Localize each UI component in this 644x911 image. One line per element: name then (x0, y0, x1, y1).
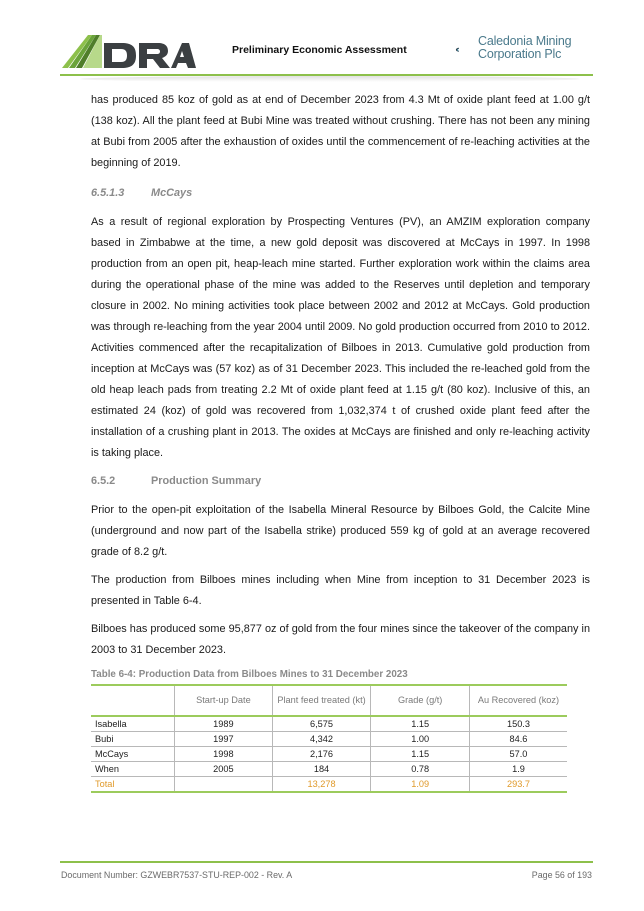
header-shadow (80, 76, 580, 82)
table-row (91, 716, 567, 732)
page-content (91, 90, 590, 793)
section-title: McCays (151, 187, 193, 199)
mine-name: Bubi (91, 732, 175, 747)
grade: 1.15 (371, 747, 470, 762)
paragraph-summary-2: The production from Bilboes mines including when Mine from inception to 31 December 2023 is presented in Table 6-4. (91, 574, 590, 607)
column-header: Start-up Date (175, 685, 273, 716)
table-row (91, 762, 567, 777)
table-total-row (91, 777, 567, 793)
total-plant-feed: 13,278 (272, 777, 371, 793)
document-number: Document Number: GZWEBR7537-STU-REP-002 - Rev. A (61, 870, 293, 880)
table-header-row (91, 685, 567, 716)
document-title: Preliminary Economic Assessment (232, 44, 407, 56)
grade: 1.15 (371, 716, 470, 732)
grade: 0.78 (371, 762, 470, 777)
au-recovered: 150.3 (469, 716, 567, 732)
au-recovered: 57.0 (469, 747, 567, 762)
plant-feed: 184 (272, 762, 371, 777)
section-number: 6.5.2 (91, 475, 116, 487)
footer-divider (60, 861, 593, 863)
mine-name: Isabella (91, 716, 175, 732)
mine-name: When (91, 762, 175, 777)
column-header (91, 685, 175, 716)
dra-logo-icon (62, 35, 196, 69)
startup-date: 2005 (175, 762, 273, 777)
plant-feed: 6,575 (272, 716, 371, 732)
mine-name: McCays (91, 747, 175, 762)
total-startup-date (175, 777, 273, 793)
plant-feed: 2,176 (272, 747, 371, 762)
startup-date: 1998 (175, 747, 273, 762)
page-number: Page 56 of 193 (531, 870, 592, 880)
column-header: Grade (g/t) (371, 685, 470, 716)
grade: 1.00 (371, 732, 470, 747)
column-header: Plant feed treated (kt) (272, 685, 371, 716)
paragraph-bubi: has produced 85 koz of gold as at end of December 2023 from 4.3 Mt of oxide plant feed at 1.00 g/t (138 koz). All the plant feed at Bubi Mine was treated without crushing. There has not been any mining at Bubi from 2005 after the exhaustion of oxides until the commencement of re-leaching activities at the beginning of 2019. (91, 94, 590, 169)
table-caption: Table 6-4: Production Data from Bilboes Mines to 31 December 2023 (91, 669, 408, 680)
total-au-recovered: 293.7 (469, 777, 567, 793)
total-grade: 1.09 (371, 777, 470, 793)
startup-date: 1989 (175, 716, 273, 732)
paragraph-summary-3: Bilboes has produced some 95,877 oz of gold from the four mines since the takeover of the company in 2003 to 31 December 2023. (91, 623, 590, 656)
section-heading-production-summary (91, 475, 590, 493)
column-header: Au Recovered (koz) (469, 685, 567, 716)
total-label: Total (91, 777, 175, 793)
page-header (0, 0, 644, 90)
production-table (91, 684, 567, 793)
startup-date: 1997 (175, 732, 273, 747)
caledonia-logo-icon (455, 35, 477, 65)
caledonia-logo-line1: Caledonia Mining (478, 34, 572, 48)
caledonia-logo-line2: Corporation Plc (478, 47, 562, 61)
section-heading-mccays (91, 187, 590, 205)
section-number: 6.5.1.3 (91, 187, 125, 199)
paragraph-mccays: As a result of regional exploration by Prospecting Ventures (PV), an AMZIM exploration company based in Zimbabwe at the time, a new gold deposit was discovered at McCays in 1997. In 1998 production from an open pit, heap-leach mine started. Further exploration work within the claims area during the operational phase of the mine was added to the Reserves until depletion and temporary closure in 2002. No mining activities took place between 2002 and 2012 at McCays. Gold production was through re-leaching from the year 2004 until 2009. No gold production occurred from 2010 to 2012. Activities commenced after the recapitalization of Bilboes in 2013. Cumulative gold production from inception at McCays was (57 koz) as of 31 December 2023. This included the re-leached gold from the old heap leach pads from treating 2.2 Mt of oxide plant feed at 1.15 g/t (80 koz). Inclusive of this, an estimated 24 (koz) of gold was recovered from 1,032,374 t of crushed oxide plant feed after the installation of a crushing plant in 2013. The oxides at McCays are finished and only re-leaching activity is taking place. (91, 216, 590, 459)
plant-feed: 4,342 (272, 732, 371, 747)
paragraph-summary-1: Prior to the open-pit exploitation of the Isabella Mineral Resource by Bilboes Gold, the Calcite Mine (underground and now part of the Isabella strike) produced 559 kg of gold at an average recovered grade of 8.2 g/t. (91, 504, 590, 558)
section-title: Production Summary (151, 475, 262, 487)
au-recovered: 84.6 (469, 732, 567, 747)
table-row (91, 747, 567, 762)
table-row (91, 732, 567, 747)
au-recovered: 1.9 (469, 762, 567, 777)
caledonia-logo-text (478, 35, 571, 61)
